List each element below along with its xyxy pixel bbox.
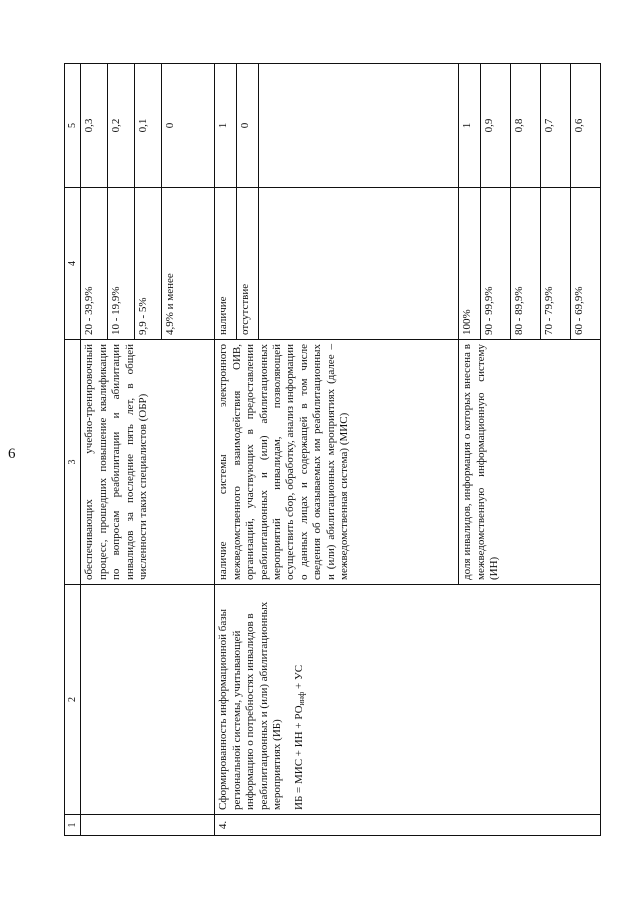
table-row	[215, 64, 237, 836]
rotated-table-sheet	[64, 64, 618, 836]
criterion-cell	[81, 585, 215, 815]
criterion-4-cell	[215, 585, 601, 815]
points-cell	[259, 64, 459, 188]
range-cell: 10 - 19,9%	[108, 188, 135, 340]
indicator-description-in: доля инвалидов, информация о которых внесена в межведомственную информационную систему (ИН)	[459, 340, 601, 585]
points-cell: 1	[215, 64, 237, 188]
range-cell: 70 - 79,9%	[541, 188, 571, 340]
points-cell: 0,7	[541, 64, 571, 188]
header-col-5: 5	[65, 64, 81, 188]
points-cell: 0,1	[135, 64, 162, 188]
page-number: 6	[8, 446, 16, 462]
points-cell: 0	[237, 64, 259, 188]
indicator-description-obr: обеспечивающих учебно-тренировочный процесс, прошедших повышение квалификации по вопросам реабилитации и абилитации инвалидов за последние пять лет, в общей численности таких специалистов (ОБР)	[81, 340, 215, 585]
range-cell: 90 - 99,9%	[481, 188, 511, 340]
points-cell: 0,2	[108, 64, 135, 188]
header-col-2: 2	[65, 585, 81, 815]
criteria-table	[64, 63, 601, 836]
points-cell: 0,9	[481, 64, 511, 188]
table-row	[81, 64, 108, 836]
points-cell: 0,8	[511, 64, 541, 188]
range-cell: 20 - 39,9%	[81, 188, 108, 340]
range-cell: наличие	[215, 188, 237, 340]
range-cell: 80 - 89,9%	[511, 188, 541, 340]
table-header-row	[65, 64, 81, 836]
range-cell: 100%	[459, 188, 481, 340]
range-cell	[259, 188, 459, 340]
header-col-4: 4	[65, 188, 81, 340]
row-number-4: 4.	[215, 815, 601, 836]
header-col-3: 3	[65, 340, 81, 585]
range-cell: 9,9 - 5%	[135, 188, 162, 340]
header-col-1: 1	[65, 815, 81, 836]
points-cell: 1	[459, 64, 481, 188]
points-cell: 0,6	[571, 64, 601, 188]
range-cell: отсутствие	[237, 188, 259, 340]
points-cell: 0	[162, 64, 215, 188]
criterion-4-formula: ИБ = МИС + ИН + $РО_{инф}$ + УС	[293, 664, 307, 810]
range-cell: 4,9% и менее	[162, 188, 215, 340]
indicator-description-mis: наличие системы электронного межведомственного взаимодействия ОИВ, организаций, участвующих в предоставлении реабилитационных и (или) абилитационных мероприятий инвалидам, позволяющей осуществить сбор, обработку, анализ информации о данных лицах и содержащей в том числе сведения об оказываемых им реабилитационных и (или) абилитационных мероприятиях (далее – межведомственная система) (МИС)	[215, 340, 459, 585]
range-cell: 60 - 69,9%	[571, 188, 601, 340]
criterion-4-text: Сформированность информационной базы региональной системы, учитывающей информацию о потребностях инвалидов в реабилитационных и (или) абилитационных мероприятиях (ИБ)	[217, 601, 284, 810]
points-cell: 0,3	[81, 64, 108, 188]
row-number-cell	[81, 815, 215, 836]
